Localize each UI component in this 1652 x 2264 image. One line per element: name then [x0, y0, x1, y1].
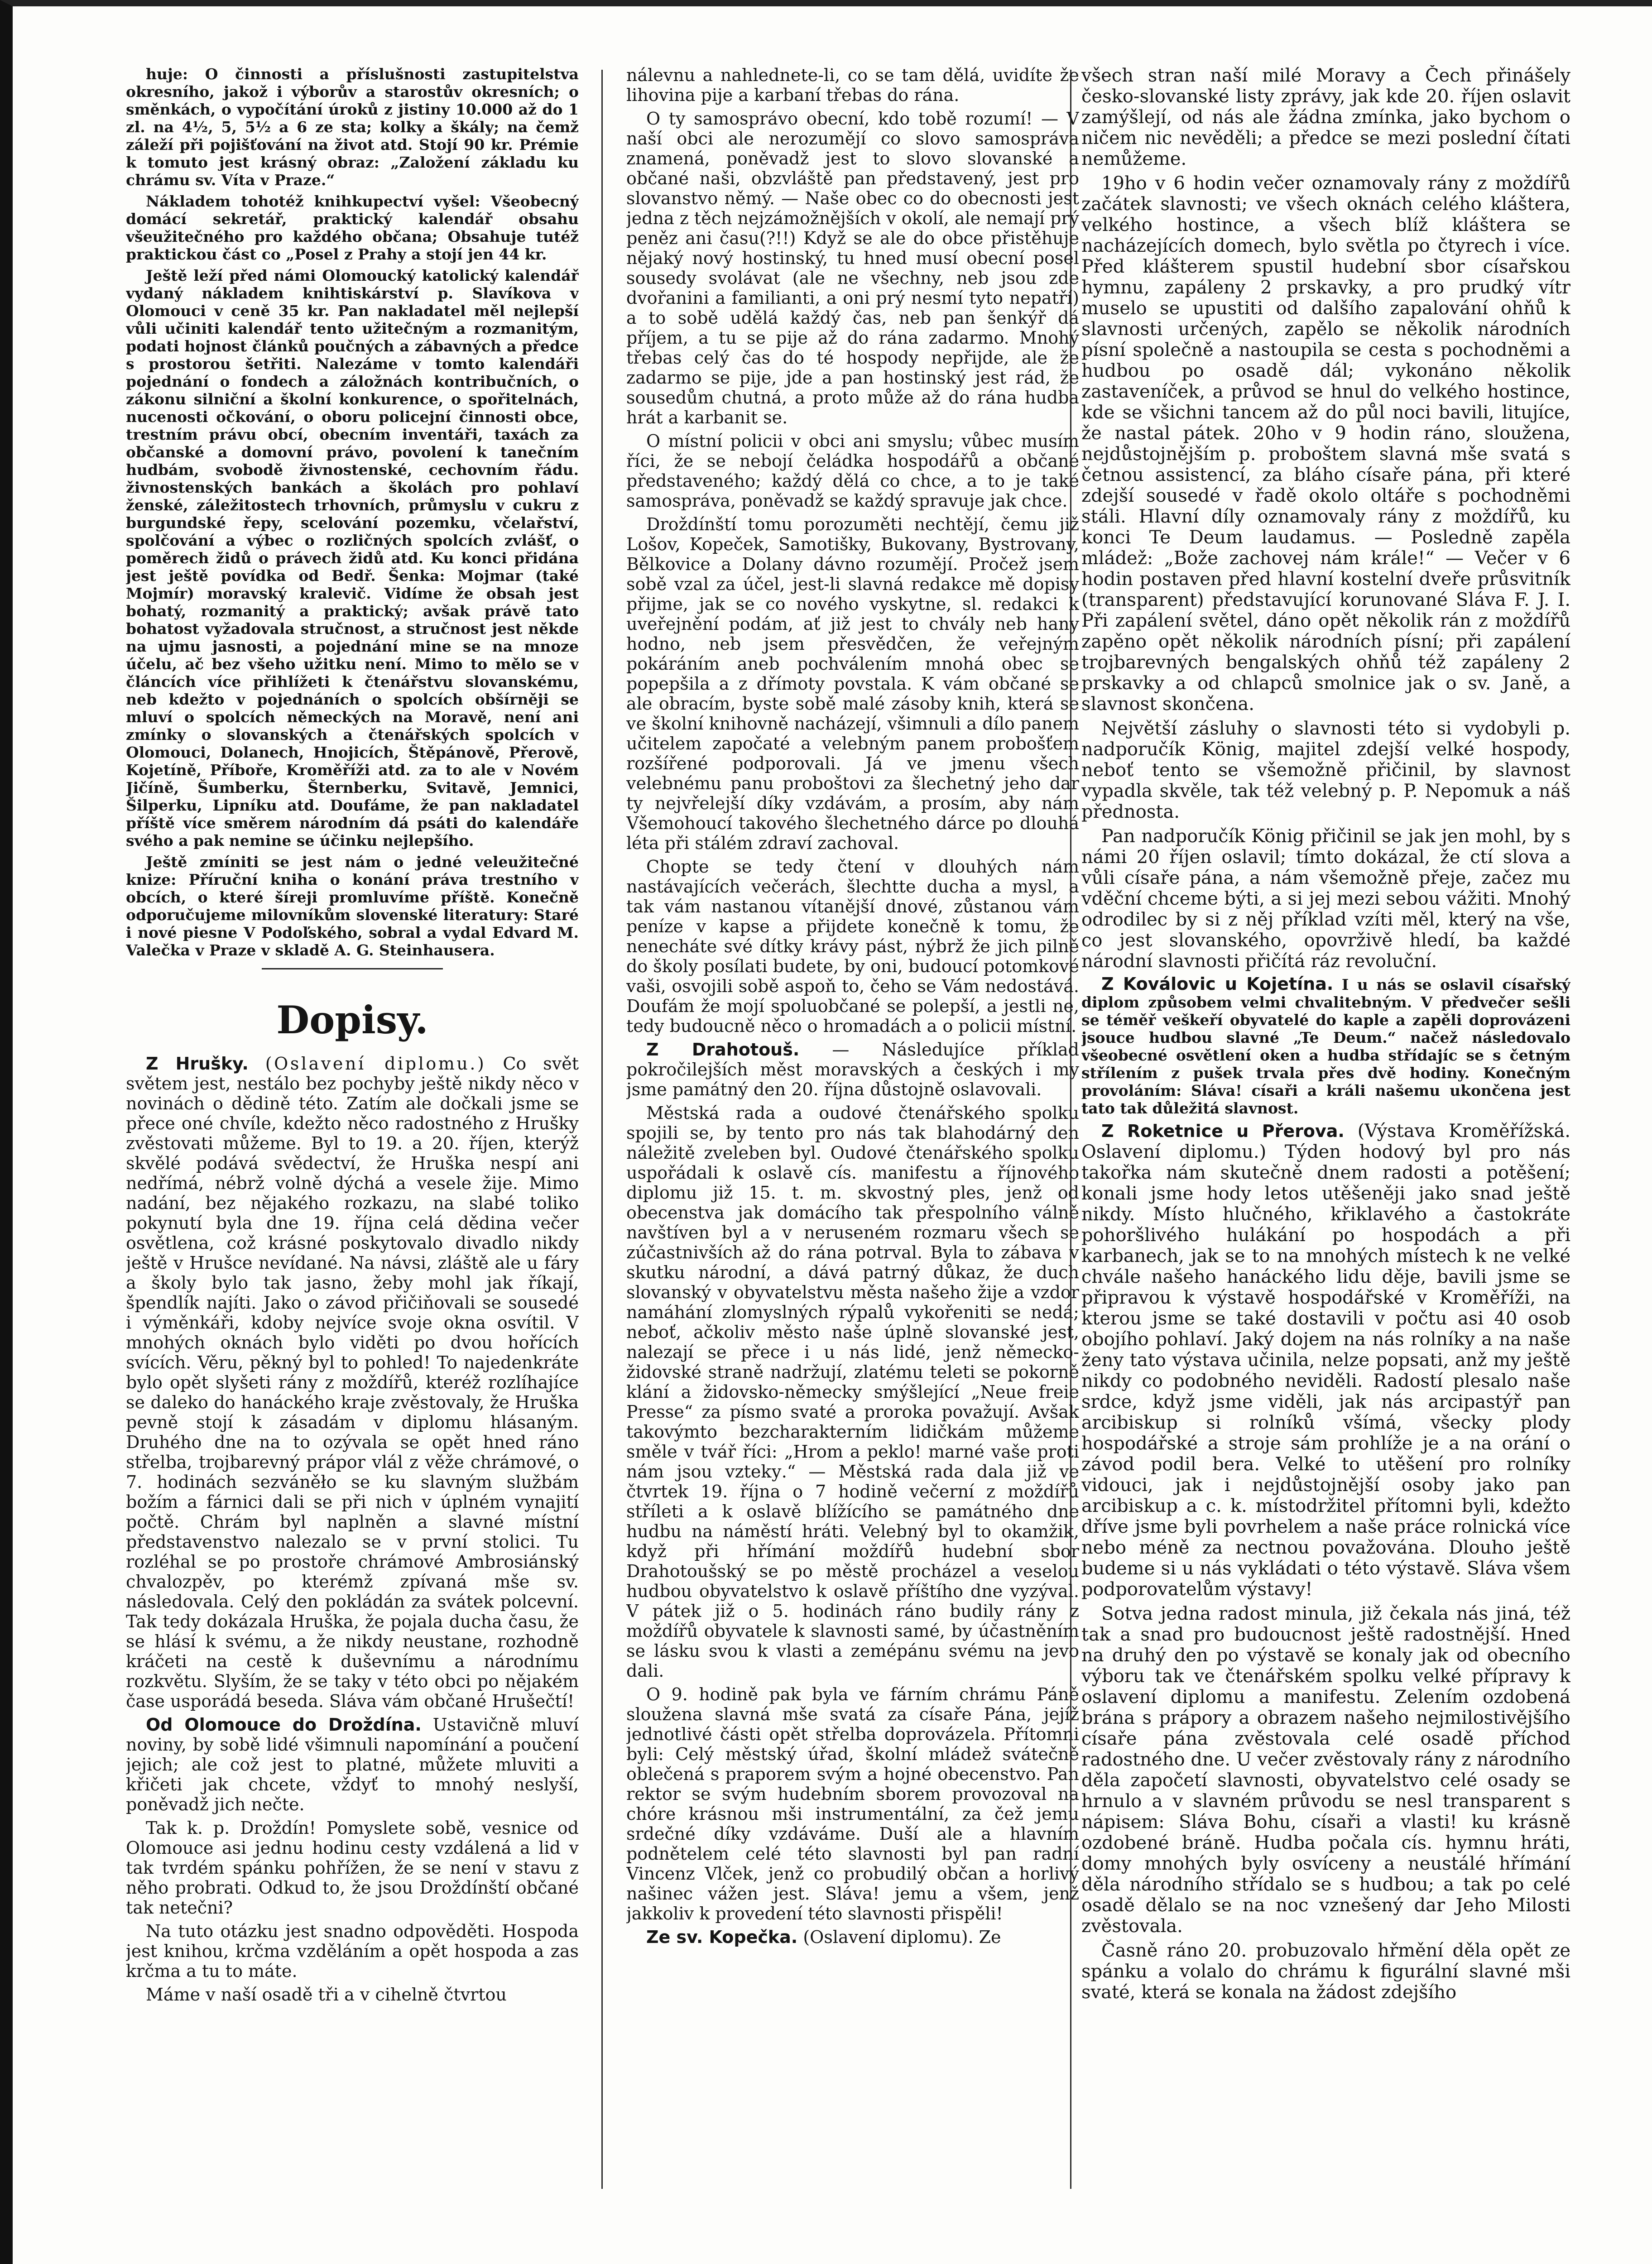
dispatch-kopecek	[626, 1927, 1079, 1947]
body-paragraph: Na tuto otázku jest snadno odpověděti. Hospoda jest knihou, krčma vzděláním a opět hospoda a zas krčma a tu to máte.	[126, 1921, 579, 1981]
body-paragraph: Městská rada a oudové čtenářského spolku spojili se, by tento pro nás tak blahodárný den náležitě zveleben byl. Oudové čtenářského spolku uspořádali k oslavě cís. manifestu a říjnového diplomu již 15. t. m. skvostný ples, jenž od obecenstva jak domácího tak přespolního válně navštíven byl a v neruseném rozmaru všech se zúčastnivších až do rána potrval. Byla to zábava v skutku národní, a dává patrný důkaz, že duch slovanský v obyvatelstvu města našeho žije a vzdor namáhání zlomyslných rýpalů vykořeniti se nedá; neboť, ačkoliv město naše úplně slovanské jest, nalezají se přece i u nás lidé, jenž německo-židovské straně nadržují, zlatému teleti se pokorně klání a židovsko-německy smýšlející „Neue freie Presse“ za písmo svaté a proroka považují. Avšak takovýmto bezcharakterním lidičkám můžeme směle v tvář říci: „Hrom a peklo! marné vaše proti nám jsou vztekу.“ — Městská rada dala již ve čtvrtek 19. října o 7 hodině večerní z moždířů stříleti a k oslavě blížícího se památného dne hudbu na náměstí hráti. Velebný byl to okamžik, když při hřímání moždířů hudební sbor Drahotoušský se po městě procházel a veselou hudbou obyvatelstvo k oslavě příštího dne vyzýval. V pátek již o 5. hodinách ráno budily rány z moždířů obyvatele k slavnosti samé, by účastněním se lásku svou k vlasti a zemépánu svému na jevo dali.	[626, 1103, 1079, 1681]
dispatch-drahotouse	[626, 1040, 1079, 1099]
dispatch-subtitle: (Oslavení diplomu.)	[265, 1054, 486, 1074]
column-middle	[626, 65, 1079, 2216]
dispatch-drozdin	[126, 1715, 579, 1814]
dispatch-text: (Výstava Kroměřížská. Oslavení diplomu.) Týden hodový byl pro nás takořka nám skutečně dnem radosti a potěšení; konali jsme hody letos utěšeněji jako snad ještě nikdy. Místo hlučného, křiklavého a častokráte pohoršlivého hulákání po hospodách a při karbanech, jak se to na mnohých místech k ne velké chvále našeho hanáckého lidu děje, bavili jsme se připravou k výstavě hospodářské v Kroměříži, na kterou jsme se také dostavili v počtu asi 40 osob obojího pohlaví. Jaký dojem na nás rolníky a na naše ženy tato výstava učinila, nelze popsati, anž my ještě nikdy co podobného neviděli. Radostí plesalo naše srdce, když jsme viděli, jak nás arcipastýř pan arcibiskup si rolníků všímá, všecky plody hospodářské a stroje sám prohlíže je a na orání o závod podil bera. Velké to utěšení pro rolníky vidouci, jak i nejdůstojnější osoby jako pan arcibiskup a c. k. místodržitel přítomni byli, kdežto dříve jsme byli povrhelem a naše práce rolnická více nebo méně za nectnou považována. Dlouho ještě budeme si u nás vykládati o této výstavě. Sláva všem podporovatelům výstavy!	[1081, 1121, 1570, 1600]
dispatch-hruska	[126, 1054, 579, 1711]
body-paragraph: Největší zásluhy o slavnosti této si vydobyli p. nadporučík König, majitel zdejší velké hospody, neboť tento se všemožně přičinil, by slavnost vypadla skvěle, tak též velebný p. P. Nepomuk a náš přednosta.	[1081, 718, 1570, 822]
body-paragraph: 19ho v 6 hodin večer oznamovaly rány z moždířů začátek slavnosti; ve všech oknách celého kláštera, velkého hostince, a všech blíž kláštera se nacházejících domech, bylo světla po čtyrech i více. Před klášterem spustil hudební sbor císařskou hymnu, zapáleny 2 prskavky, a pro prudký vítr muselo se upustiti od dalšího zapalování ohňů k slavnosti určených, zapělo se několik národních písní společně a nastoupila se cesta s pochodněmi a hudbou po osadě dál; vykonáno několik zastaveníček, a průvod se hnul do velkého hostince, kde se všichni tancem až do půl noci bavili, litujíce, že nastal pátek. 20ho v 9 hodin ráno, sloužena, nejdůstojnějším p. proboštem slavná mše svatá s četnou assistencí, za bláho císaře pána, při které zdejší sousedé v řadě okolo oltáře s pochodněmi stáli. Hlavní díly oznamovaly rány z moždířů, ku konci Te Deum laudamus. — Posledně zapěla mládež: „Bože zachovej nám krále!“ — Večer v 6 hodin postaven před hlavní kostelní dveře průsvitník (transparent) představující korunované Sláva F. J. I. Při zapálení světel, dáno opět několik rán z moždířů zapěno opět několik národních písní; při zapálení trojbarevných bengalských ohňů též zapáleny 2 prskavky a od chlapců smolnice jak o sv. Janě, a slavnost skončena.	[1081, 173, 1570, 715]
dispatch-title: Z Hrušky.	[146, 1054, 249, 1074]
dispatch-text: (Oslavení diplomu). Ze	[803, 1927, 1001, 1947]
body-paragraph: O ty samosprávo obecní, kdo tobě rozumí! — V naší obci ale nerozumějí co slovo samospráva znamená, poněvadž jest to slovo slovanské a občané naši, obzvláště pan představený, jest pro slovanstvo němý. — Naše obec co do obecnosti jest jedna z těch nejzámožnějších v okolí, ale nemají prý peněz ani času(?!!) Když se ale do obce přistěhuje nějaký nový hostinský, tu hned musí obecní posel sousedy svolávat (ale ne všechny, neb jsou zde dvořanini a familianti, a oni prý nesmí tyto nepatří) a to sobě udělá každý čas, neb pan šenkýř dá příjem, a tu se pije až do rána zadarmo. Mnohý třebas celý čas do té hospody nepřijde, ale že zadarmo se pije, jde a pan hostinský jest rád, že sousedům chutná, a proto může až do rána hudba hrát a karbanit se.	[626, 109, 1079, 427]
book-notice-paragraph: huje: O činnosti a příslušnosti zastupitelstva okresního, jakož i výborův a starostův okresních; o směnkách, o vypočítání úroků z jistiny 10.000 až do 1 zl. na 4½, 5, 5½ a 6 ze sta; kolky a škály; na čemž záleží při pojišťování na život atd. Stojí 90 kr. Prémie k tomuto jest krásný obraz: „Založení základu ku chrámu sv. Víta v Praze.“	[126, 65, 579, 189]
body-paragraph: Sotva jedna radost minula, již čekala nás jiná, též tak a snad pro budoucnost ještě radostnější. Hned na druhý den po výstavě se konaly jak od obecního výboru tak ve čtenářském spolku velké přípravy k oslavení diplomu a manifestu. Zelením ozdobená brána s prápory a obrazem našeho nejmilostivějšího císaře pána zvěstovala celé osadě příchod radostného dne. U večer zvěstovaly rány z národního děla započetí slavnosti, obyvatelstvo celé osady se hrnulo a v slavném průvodu se nesl transparent s nápisem: Sláva Bohu, císaři a vlasti! ku krásně ozdobené bráně. Hudba počala cís. hymnu hráti, domy mnohých byly osvíceny a neustálé hřímání děla národního střídalo se s hudbou; a tak po celé osadě dělalo se na noc vznešený dar Jeho Milosti zvěstovala.	[1081, 1603, 1570, 1937]
body-paragraph: Droždínští tomu porozuměti nechtějí, čemu již Lošov, Kopeček, Samotišky, Bukovany, Bystrovany, Bělkovice a Dolany dávno rozumějí. Pročež jsem sobě vzal za účel, jest-li slavná redakce mě dopisy přijme, jak se co nového vyskytne, sl. redakci k uveřejnění podám, ať již jest to chvály neb hany hodno, neb jsem přesvědčen, že veřejným pokáráním aneb pochválením mnohá obec se popepšila a z dřímoty povstala. K vám občané se ale obracím, byste sobě malé zásoby knih, která se ve školní knihovně nacházejí, všimnuli a dílo panem učitelem započaté a velebným panem probošťem rozšířené podporovali. Já ve jmenu všech velebnému panu proboštovi za šlechetný jeho dar ty nejvřelejší díky vzdávám, a prosím, aby nám Všemohoucí takového šlechetného dárce po dlouhá léta při stálém zdraví zachoval.	[626, 514, 1079, 853]
dispatch-text: I u nás se oslavil císařský diplom způsobem velmi chvalitebným. V předvečer sešli se téměř veškeří obyvatelé do kaple a zapěli doprovázeni jsouce hudbou slavné „Te Deum.“ načež následovalo všeobecné osvětlení oken a hudba střídajíc se s četným střílením z pušek trvala přes dvě hodiny. Konečným provoláním: Sláva! císaři a králi našemu ukončena jest tato tak důležitá slavnost.	[1081, 976, 1570, 1117]
column-rule	[601, 70, 603, 2189]
body-paragraph: všech stran naší milé Moravy a Čech přinášely česko-slovanské listy zprávy, jak kde 20. říjen oslavit zamýšlejí, od nás ale žádna zmínka, jako bychom o ničem nic nevěděli; a předce se mezi poslední čítati nemůžeme.	[1081, 65, 1570, 169]
section-divider	[262, 968, 443, 969]
column-right	[1081, 65, 1570, 2216]
dispatch-roketnice	[1081, 1121, 1570, 1600]
dispatch-text: Ustavičně mluví noviny, by sobě lidé všimnuli napomínání a poučení jejich; ale což jest to platné, můžete mluviti a křičeti jak chcete, vždyť to mnohý neslyší, poněvadž jich nečte.	[126, 1715, 579, 1814]
dispatch-title: Z Roketnice u Přerova.	[1101, 1121, 1345, 1141]
calendar-review-paragraph: Ještě leží před námi Olomoucký katolický kalendář vydaný nákladem knihtiskárství p. Slavíkova v Olomouci v ceně 35 kr. Pan nakladatel měl nejlepší vůli učiniti kalendář tento užitečným a rozmanitým, podati hojnost článků poučných a zábavných a předce s prostorou šetřiti. Nalezáme v tomto kalendáři pojednání o fondech a záložnách kontribučních, o zákonu silniční a školní konkurence, o spořitelnách, nucenosti očkování, o oboru policejní činnosti obce, trestním právu obcí, obecním inventáři, taxách za občanské a domovní právo, povolení k tanečním hudbám, svobodě živnostenské, cechovním řádu. živnostenských bankách a školách pro pohlaví ženské, záležitostech trhovních, průmyslu v cukru z burgundské řepy, scelování pozemku, včelařství, spolčování a výbec o rozličných spolcích zvlášť, o poměrech židů o právech židů atd. Ku konci přidána jest ještě povídka od Bedř. Šenka: Mojmar (také Mojmír) moravský kralevič. Vidíme že obsah jest bohatý, rozmanitý a praktický; avšak právě tato bohatost vyžadovala stručnost, a stručnost jest někde na ujmu jasnosti, a pojednání mine se na mnoze účelu, ač bez všeho užitku není. Mimo to mělo se v článcích více přihlížeti k čtenářstvu slovanskému, neb kdežto v pojednáních o spolcích obšírněji se mluví o spolcích německých na Moravě, není ani zmínky o slovanských a čtenářských spolcích v Olomouci, Dolanech, Hnojicích, Štěpánově, Přerově, Kojetíně, Příboře, Kroměříži atd. za to ale v Novém Jičíně, Šumberku, Šternberku, Svitavě, Jemnici, Šilperku, Lipníku atd. Doufáme, že pan nakladatel příště více směrem národním dá psáti do kalendáře svého a pak nemine se účinku nejlepšího.	[126, 267, 579, 849]
body-paragraph: Časně ráno 20. probuzovalo hřmění děla opět ze spánku a volalo do chrámu k figurální slavné mši svaté, která se konala na žádost zdejšího	[1081, 1940, 1570, 2003]
body-paragraph: nálevnu a nahlednete-li, co se tam dělá, uvidíte že lihovina pije a karbaní třebas do rána.	[626, 65, 1079, 105]
body-paragraph: O místní policii v obci ani smyslu; vůbec musím říci, že se nebojí čeládka hospodářů a občané představeného; každý dělá co chce, a to je také samospráva, poněvadž se každý spravuje jak chce.	[626, 431, 1079, 511]
book-notice-paragraph: Nákladem tohotéž knihkupectví vyšel: Všeobecný domácí sekretář, praktický kalendář obsahu všeužitečného pro každého občana; Obsahuje tutéž praktickou část co „Posel z Prahy a stojí jen 44 kr.	[126, 192, 579, 263]
body-paragraph: O 9. hodině pak byla ve fárním chrámu Páně sloužena slavná mše svatá za císaře Pána, jejíž jednotlivé části opět střelba doprovázela. Přítomni byli: Celý městský úřad, školní mládež svátečně oblečená s praporem svým a hojné obecenstvo. Pan rektor se svým hudebním sborem provozoval na chóre krásnou mši instrumentální, za čež jemu srdečné díky vzdáváme. Duší ale a hlavním podnětelem celé této slavnosti byl pan radní Vincenz Vlček, jenž co probudilý občan a horlivý našinec vážen jest. Sláva! jemu a všem, jenž jakkoliv k provedení této slavnosti přispěli!	[626, 1684, 1079, 1923]
book-notice-paragraph: Ještě zmíniti se jest nám o jedné veleužitečné knize: Příruční kniha o konání práva trestního v obcích, o které šíreji promluvíme příště. Konečně odporučujeme milovníkům slovenské literatury: Staré i nové piesne V Podoľského, sobral a vydal Edvard M. Valečka v Praze v skladě A. G. Steinhausera.	[126, 853, 579, 959]
dispatch-title: Ze sv. Kopečka.	[646, 1927, 798, 1947]
dispatch-title: Z Koválovic u Kojetína.	[1101, 974, 1334, 994]
body-paragraph: Tak k. p. Droždín! Pomyslete sobě, vesnice od Olomouce asi jednu hodinu cesty vzdálená a lid v tak tvrdém spánku pohřížen, že se není v stavu z něho probrati. Odkud to, že jsou Droždínští občané tak netečni?	[126, 1818, 579, 1918]
section-heading-dopisy: Dopisy.	[276, 998, 428, 1042]
dispatch-title: Z Drahotouš.	[646, 1040, 800, 1060]
dispatch-kovalovice	[1081, 975, 1570, 1117]
body-paragraph: Pan nadporučík König přičinil se jak jen mohl, by s námi 20 říjen oslavil; tímto dokázal, že ctí slova a vůli císaře pána, a nám všemožně přeje, začez mu vděční chceme býti, a si jej mezi sebou vážiti. Mnohý odrodilec by si z něj příklad vzíti měl, který na vše, co jest slovanského, opovrživě hledí, ba každé národní slavnosti přičítá ráz revoluční.	[1081, 826, 1570, 972]
dispatch-text: Co svět světem jest, nestálo bez pochyby ještě nikdy něco v novinách o dědině této. Zatím ale dočkali jsme se přece oné chvíle, kdežto něco radostného z Hrušky zvěstovati můžeme. Byl to 19. a 20. říjen, kterýž skvělé podává svědectví, že Hruška nespí ani nedřímá, nébrž volně dýchá a vesele žije. Mimo nadání, bez nějakého rozkazu, na slabé toliko pokynutí byla dne 19. října celá dědina večer osvětlena, což krásné poskytovalo divadlo nikdy ještě v Hrušce nevídané. Na návsi, zláště ale u fáry a školy bylo tak jasno, žeby mohl jak říkají, špendlík najíti. Jako o závod přičiňovali se sousedé i výměnkáři, kdoby nejvíce svoje okna osvítil. V mnohých oknách bylo viděti po dvou hořících svících. Věru, pěkný byl to pohled! To najedenkráte bylo opět slyšeti rány z moždířů, kteréž rozlíhajíce se daleko do hanáckého kraje zvěstovaly, že Hruška pevně stojí k zásadám v diplomu hlásaným. Druhého dne na to ozývala se opět hned ráno střelba, trojbarevný prápor vlál z věže chrámové, o 7. hodinách sezváněło se ku slavným službám božím a fárnici dali se při nich v úplném vynajití počtě. Chrám byl naplněn a slavné místní představenstvo nalezalo se v první stolici. Tu rozléhal se po prostoře chrámové Ambrosiánský chvalozpěv, po kterémž zpívaná mše sv. následovala. Celý den pokládán za svátek polcevní. Tak tedy dokázala Hruška, že pojala ducha času, že se hlásí k svému, a že nikdy neustane, rozhodně kráčeti na cestě k duševnímu a národnímu rozkvětu. Slyším, že se taky v této obci po nějakém čase usporádá beseda. Sláva vám občané Hrušečtí!	[126, 1054, 579, 1711]
body-paragraph: Chopte se tedy čtení v dlouhých nám nastávajících večerách, šlechtte ducha a mysl, a tak vám nastanou vítanější dnové, zůstanou vám peníze v kapse a přijdete konečně k tomu, že nenecháte své dítky krávy pást, nýbrž že jich pilně do školy posílati budete, by oni, budoucí potomkové vaši, osvojili sobě aspoň to, čeho se Vám nedostává. Doufám že mojí spoluobčané se polepší, a jestli ne, tedy budoucně něco o hromadách a o policii místní.	[626, 857, 1079, 1036]
column-left	[126, 65, 579, 2216]
dispatch-title: Od Olomouce do Droždína.	[146, 1715, 422, 1735]
body-paragraph: Máme v naší osadě tři a v cihelně čtvrtou	[146, 1985, 507, 2005]
dispatch-text: — Následujíce příklad pokročilejších měst moravských a českých i my jsme památný den 20. října důstojně oslavovali.	[626, 1040, 1079, 1099]
